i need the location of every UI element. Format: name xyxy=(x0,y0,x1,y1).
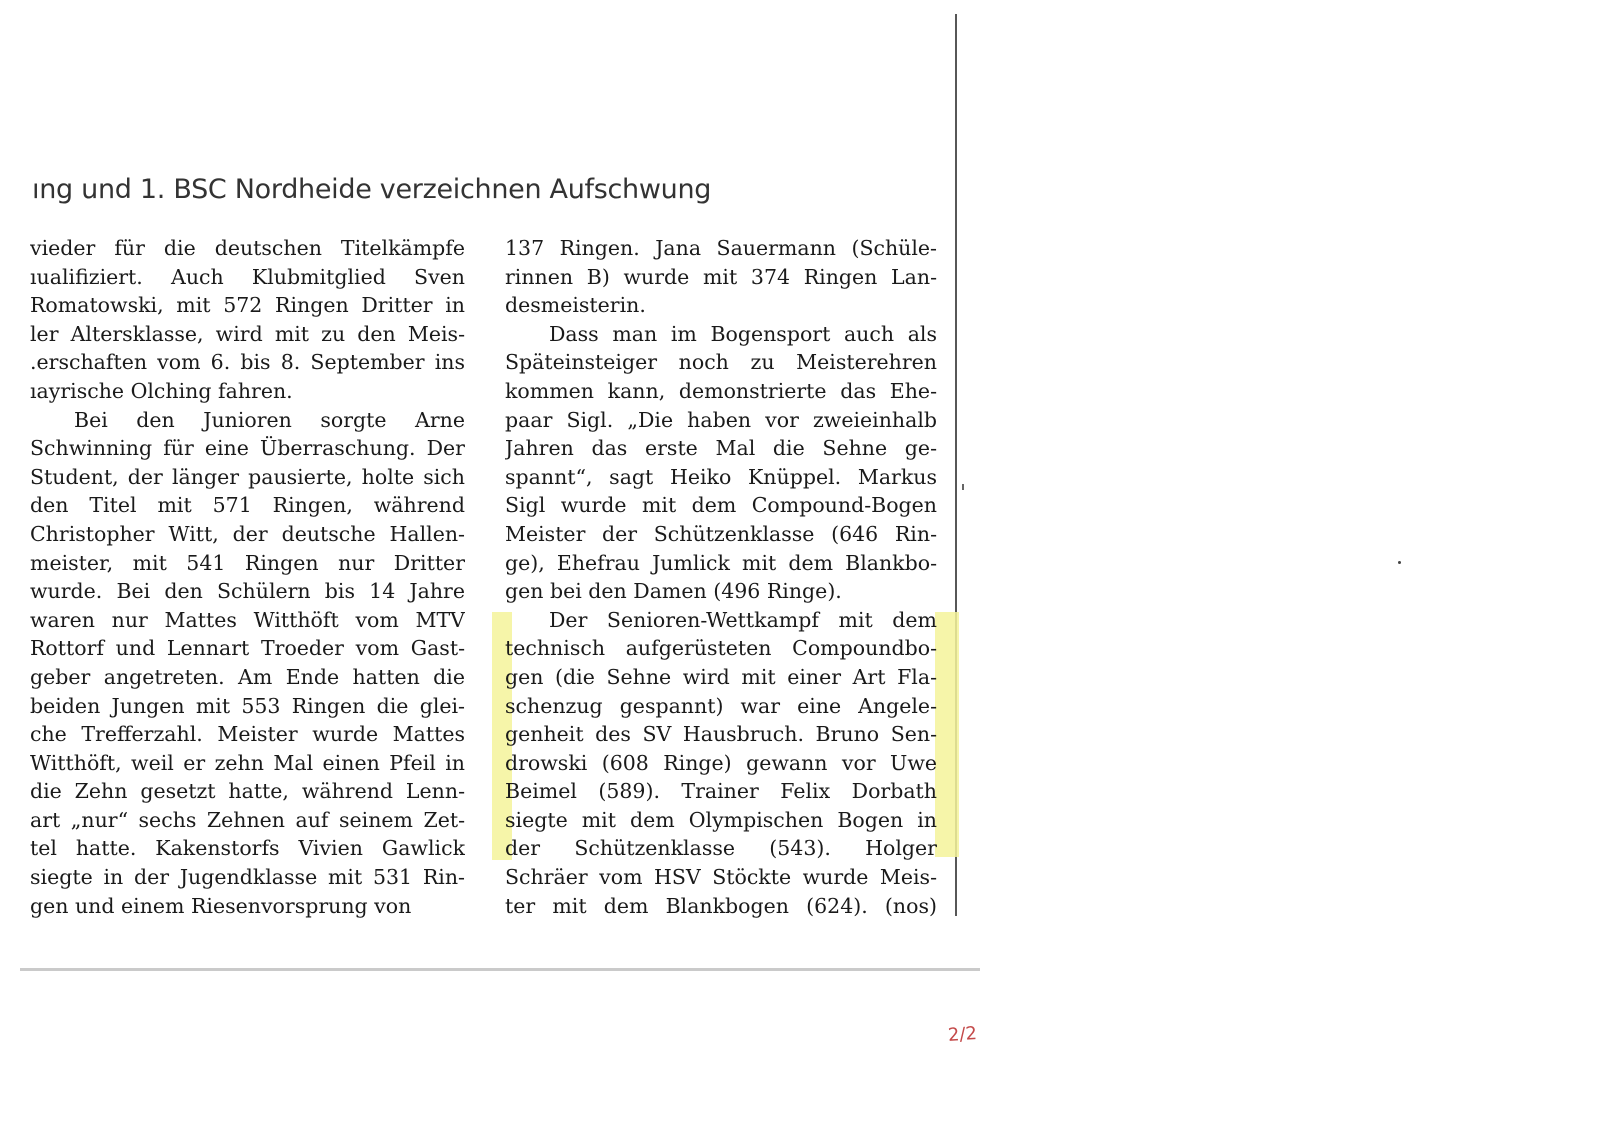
article-text-line: waren nur Mattes Witthöft vom MTV xyxy=(30,607,465,632)
article-text-line: ter mit dem Blankbogen (624). (nos) xyxy=(505,893,937,918)
article-text-line: gen und einem Riesenvorsprung von xyxy=(30,893,412,918)
article-text-line: Schwinning für eine Überraschung. Der xyxy=(30,436,465,461)
article-text-line: Dass man im Bogensport auch als xyxy=(549,321,937,346)
article-text-line: .erschaften vom 6. bis 8. September ins xyxy=(30,350,465,375)
article-text-line: meister, mit 541 Ringen nur Dritter xyxy=(30,550,465,575)
article-text-line: Christopher Witt, der deutsche Hallen- xyxy=(30,521,465,546)
article-column-right xyxy=(505,234,937,920)
article-text-line: Romatowski, mit 572 Ringen Dritter in xyxy=(30,293,465,318)
article-text-line: geber angetreten. Am Ende hatten die xyxy=(30,664,465,689)
article-text-line: gen bei den Damen (496 Ringe). xyxy=(505,579,842,604)
article-text-line: die Zehn gesetzt hatte, während Lenn- xyxy=(30,779,465,804)
article-text-line: che Trefferzahl. Meister wurde Mattes xyxy=(30,722,465,747)
article-text-line: vieder für die deutschen Titelkämpfe xyxy=(30,236,465,260)
article-text-line: paar Sigl. „Die haben vor zweieinhalb xyxy=(505,407,937,432)
article-text-line: siegte in der Jugendklasse mit 531 Rin- xyxy=(30,865,465,890)
article-text-line: technisch aufgerüsteten Compoundbo- xyxy=(505,636,937,661)
article-text-line: art „nur“ sechs Zehnen auf seinem Zet- xyxy=(30,807,465,832)
article-text-line: 137 Ringen. Jana Sauermann (Schüle- xyxy=(505,236,937,260)
article-text-line: beiden Jungen mit 553 Ringen die glei- xyxy=(30,693,465,718)
handwritten-page-number: 2/2 xyxy=(947,1023,978,1046)
article-text-line: siegte mit dem Olympischen Bogen in xyxy=(505,807,937,832)
article-text-line: ler Altersklasse, wird mit zu den Meis- xyxy=(30,321,465,346)
article-text-line: drowski (608 Ringe) gewann vor Uwe xyxy=(505,750,937,775)
highlighter-mark-right xyxy=(935,612,959,857)
article-column-left xyxy=(30,234,465,920)
article-text-line: wurde. Bei den Schülern bis 14 Jahre xyxy=(30,579,465,604)
article-text-line: der Schützenklasse (543). Holger xyxy=(505,836,937,861)
article-text-line: tel hatte. Kakenstorfs Vivien Gawlick xyxy=(30,836,465,861)
article-text-line: ıayrische Olching fahren. xyxy=(30,378,293,403)
article-text-line: Rottorf und Lennart Troeder vom Gast- xyxy=(30,636,465,661)
scan-speck xyxy=(1398,561,1401,564)
article-text-line: kommen kann, demonstrierte das Ehe- xyxy=(505,378,937,403)
article-text-line: spannt“, sagt Heiko Knüppel. Markus xyxy=(505,464,937,489)
article-text-line: ıualifiziert. Auch Klubmitglied Sven xyxy=(30,264,465,289)
article-text-line: Sigl wurde mit dem Compound-Bogen xyxy=(505,493,937,518)
article-text-line: gen (die Sehne wird mit einer Art Fla- xyxy=(505,664,937,689)
article-text-line: rinnen B) wurde mit 374 Ringen Lan- xyxy=(505,264,937,289)
page-bottom-rule xyxy=(20,968,980,971)
article-text-line: Student, der länger pausierte, holte sich xyxy=(30,464,465,489)
article-text-line: Meister der Schützenklasse (646 Rin- xyxy=(505,521,937,546)
article-text-line: Witthöft, weil er zehn Mal einen Pfeil in xyxy=(30,750,465,775)
article-text-line: den Titel mit 571 Ringen, während xyxy=(30,493,465,518)
article-text-line: Jahren das erste Mal die Sehne ge- xyxy=(505,436,937,461)
article-text-line: Schräer vom HSV Stöckte wurde Meis- xyxy=(505,865,937,890)
article-text-line: ge), Ehefrau Jumlick mit dem Blankbo- xyxy=(505,550,937,575)
article-text-line: desmeisterin. xyxy=(505,293,646,318)
article-headline: ıng und 1. BSC Nordheide verzeichnen Aufschwung xyxy=(32,174,712,205)
article-text-line: Bei den Junioren sorgte Arne xyxy=(74,407,465,432)
article-text-line: genheit des SV Hausbruch. Bruno Sen- xyxy=(505,722,937,747)
scan-speck xyxy=(962,484,964,490)
article-text-line: Beimel (589). Trainer Felix Dorbath xyxy=(505,779,937,804)
article-text-line: Späteinsteiger noch zu Meisterehren xyxy=(505,350,937,375)
article-text-line: Der Senioren-Wettkampf mit dem xyxy=(549,607,937,632)
article-text-line: schenzug gespannt) war eine Angele- xyxy=(505,693,937,718)
